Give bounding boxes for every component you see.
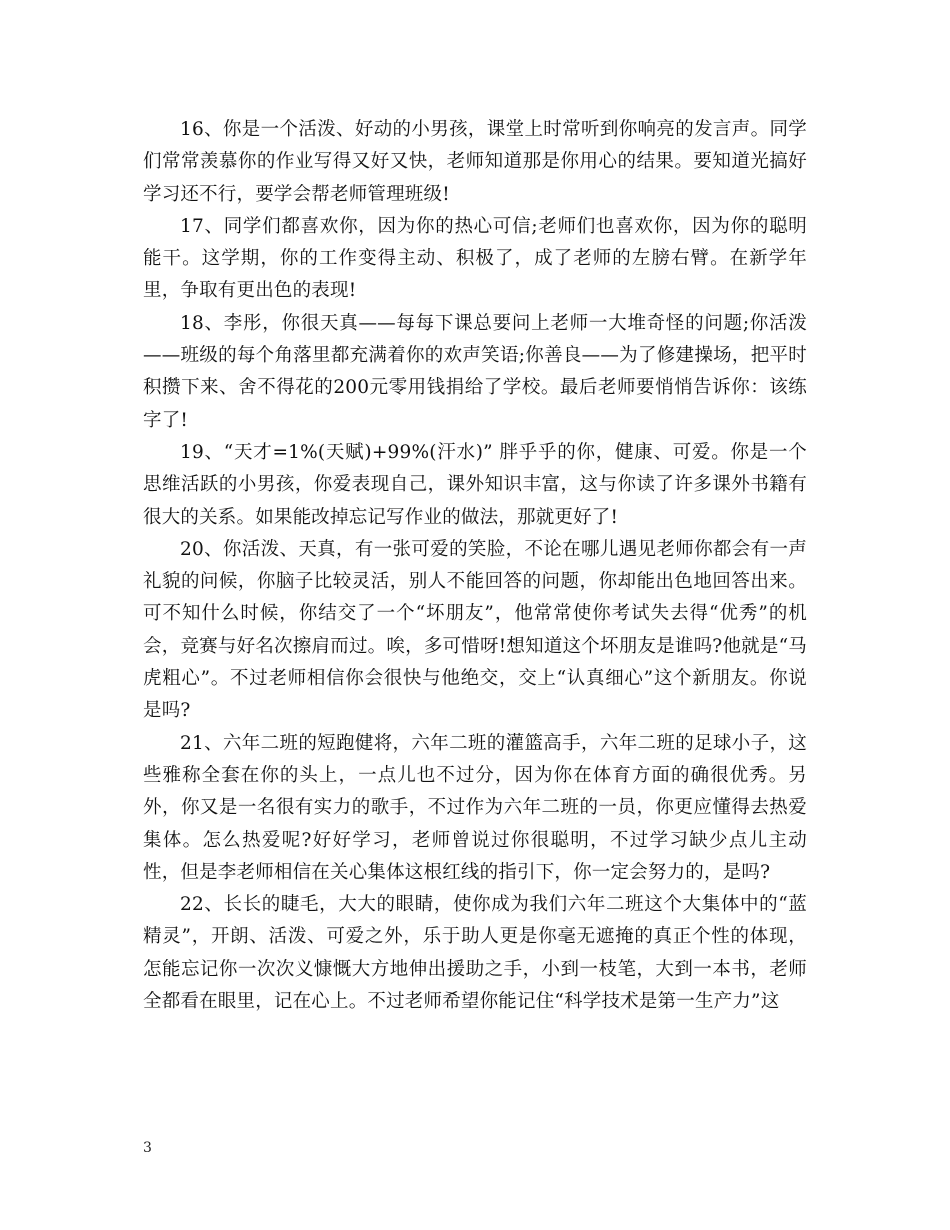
paragraph-17: 17、同学们都喜欢你，因为你的热心可信;老师们也喜欢你，因为你的聪明能干。这学期，你的工作变得主动、积极了，成了老师的左膀右臂。在新学年里，争取有更出色的表现! bbox=[143, 215, 807, 302]
document-body bbox=[143, 114, 807, 1018]
paragraph-16: 16、你是一个活泼、好动的小男孩，课堂上时常听到你响亮的发言声。同学们常常羡慕你的作业写得又好又快，老师知道那是你用心的结果。要知道光搞好学习还不行，要学会帮老师管理班级! bbox=[143, 119, 807, 205]
page-number: 3 bbox=[143, 1140, 152, 1156]
paragraph-21: 21、六年二班的短跑健将，六年二班的灌篮高手，六年二班的足球小子，这些雅称全套在你的头上，一点儿也不过分，因为你在体育方面的确很优秀。另外，你又是一名很有实力的歌手，不过作为六年二班的一员，你更应懂得去热爱集体。怎么热爱呢?好好学习，老师曾说过你很聪明，不过学习缺少点儿主动性，但是李老师相信在关心集体这根红线的指引下，你一定会努力的，是吗? bbox=[143, 732, 807, 883]
paragraph-22: 22、长长的睫毛，大大的眼睛，使你成为我们六年二班这个大集体中的“蓝精灵”，开朗、活泼、可爱之外，乐于助人更是你毫无遮掩的真正个性的体现，怎能忘记你一次次义慷慨大方地伸出援助之手，小到一枝笔，大到一本书，老师全都看在眼里，记在心上。不过老师希望你能记住“科学技术是第一生产力”这 bbox=[143, 894, 807, 1013]
paragraph-18: 18、李彤，你很天真——每每下课总要问上老师一大堆奇怪的问题;你活泼——班级的每个角落里都充满着你的欢声笑语;你善良——为了修建操场，把平时积攒下来、舍不得花的200元零用钱捐给了学校。最后老师要悄悄告诉你：该练字了! bbox=[143, 312, 807, 431]
paragraph-20: 20、你活泼、天真，有一张可爱的笑脸，不论在哪儿遇见老师你都会有一声礼貌的问候，你脑子比较灵活，别人不能回答的问题，你却能出色地回答出来。可不知什么时候，你结交了一个“坏朋友”，他常常使你考试失去得“优秀”的机会，竞赛与好名次擦肩而过。唉，多可惜呀!想知道这个坏朋友是谁吗?他就是“马虎粗心”。不过老师相信你会很快与他绝交，交上“认真细心”这个新朋友。你说是吗? bbox=[143, 538, 807, 722]
paragraph-19: 19、“天才=1%(天赋)+99%(汗水)” 胖乎乎的你，健康、可爱。你是一个思维活跃的小男孩，你爱表现自己，课外知识丰富，这与你读了许多课外书籍有很大的关系。如果能改掉忘记写作业的做法，那就更好了! bbox=[143, 441, 807, 528]
